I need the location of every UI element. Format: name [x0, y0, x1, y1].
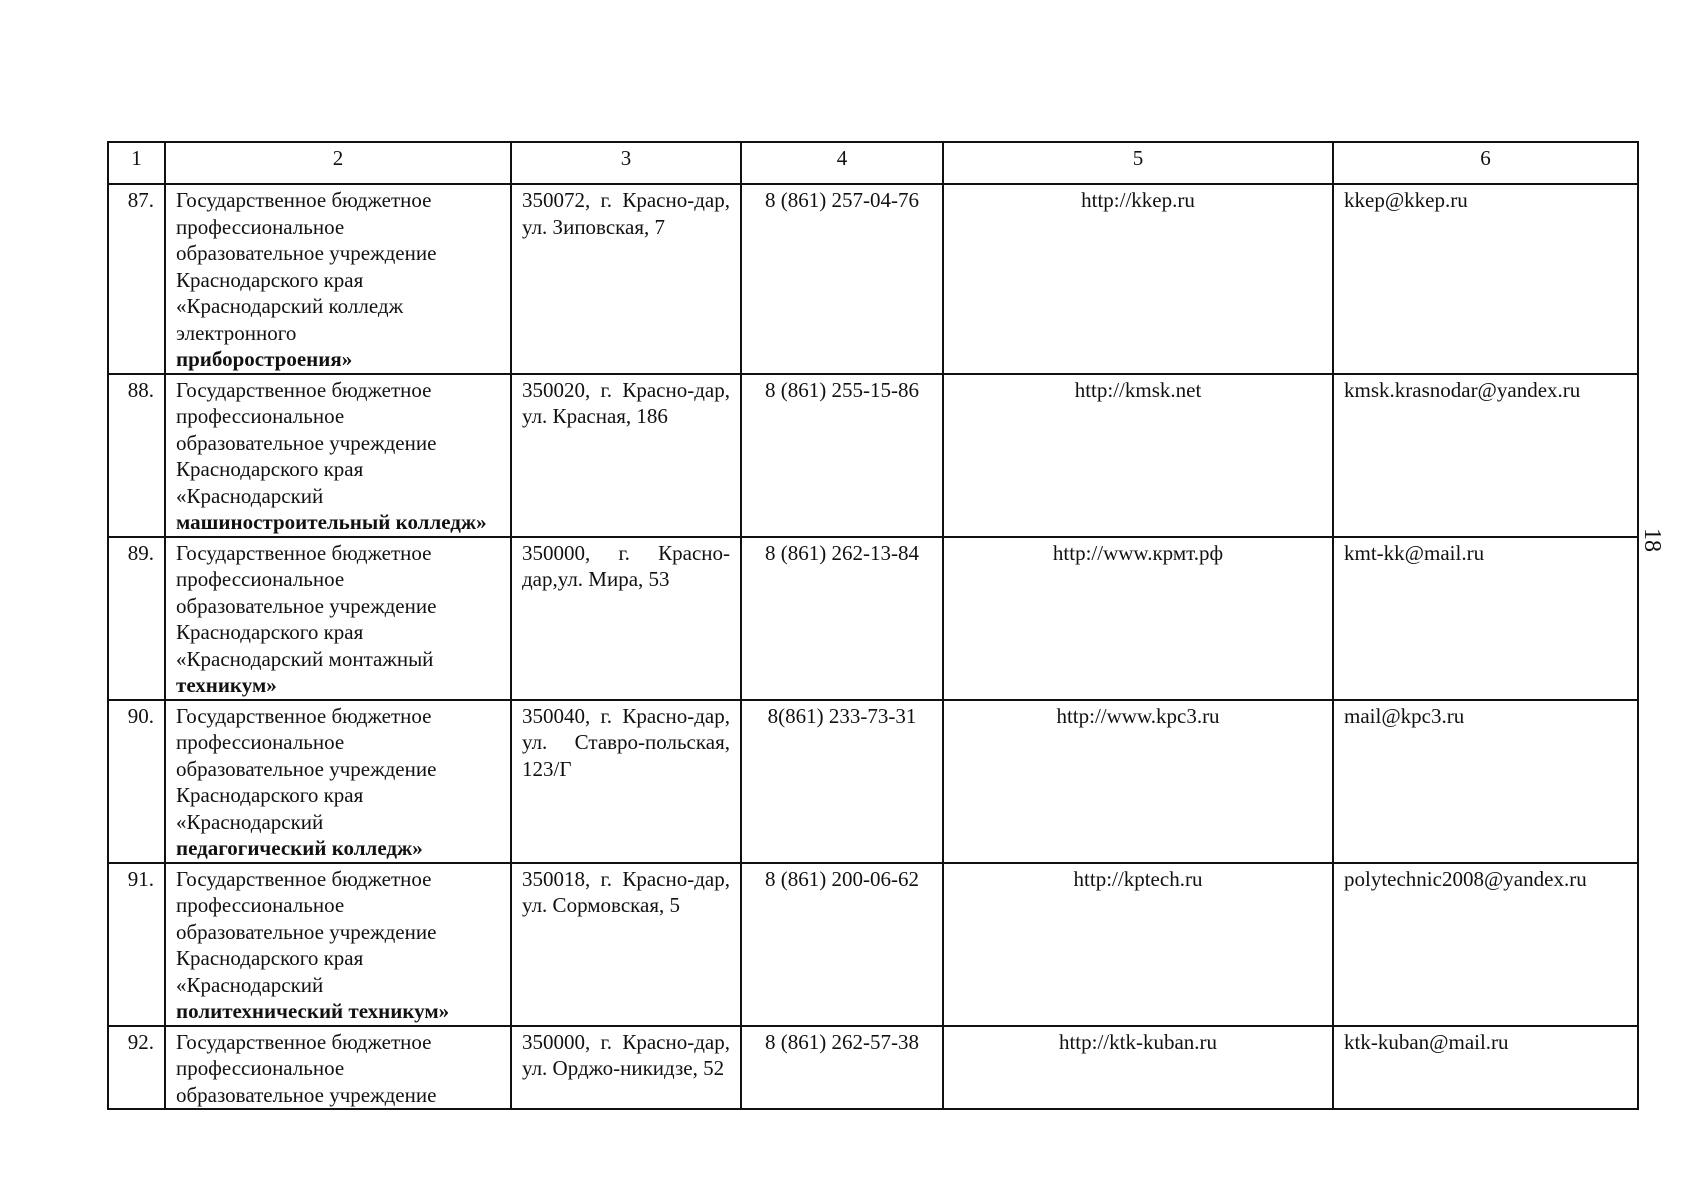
institution-address: 350018, г. Красно-дар, ул. Сормовская, 5 [511, 863, 741, 1026]
name-line: профессиональное [176, 404, 345, 428]
name-line: Государственное бюджетное [176, 540, 432, 565]
institution-site-link[interactable]: http://kptech.ru [943, 863, 1333, 1026]
row-number: 87. [108, 184, 165, 374]
table-header-row [108, 142, 1638, 184]
institution-name [165, 700, 511, 863]
institution-phone: 8 (861) 262-57-38 [741, 1026, 943, 1110]
column-header-phone: 4 [741, 142, 943, 184]
row-number: 92. [108, 1026, 165, 1110]
institution-address: 350000, г. Красно-дар, ул. Орджо-никидзе, 52 [511, 1026, 741, 1110]
name-line: политехнический техникум» [176, 999, 450, 1023]
institution-address: 350020, г. Красно-дар, ул. Красная, 186 [511, 374, 741, 537]
name-line: «Краснодарский монтажный [176, 646, 434, 671]
institution-phone: 8 (861) 257-04-76 [741, 184, 943, 374]
institution-name [165, 184, 511, 374]
name-line: образовательное учреждение [176, 241, 437, 265]
name-line: профессиональное [176, 214, 345, 239]
name-line: профессиональное [176, 730, 345, 754]
name-line: «Краснодарский [176, 483, 324, 508]
table-row [108, 1026, 1638, 1110]
name-line: «Краснодарский [176, 972, 324, 997]
column-header-number: 1 [108, 142, 165, 184]
institution-phone: 8 (861) 262-13-84 [741, 537, 943, 700]
institution-name [165, 374, 511, 537]
name-line: профессиональное [176, 893, 345, 917]
name-line: образовательное учреждение [176, 430, 437, 455]
institution-name [165, 537, 511, 700]
institution-site-link[interactable]: http://kkep.ru [943, 184, 1333, 374]
name-line: техникум» [176, 673, 277, 697]
name-line: профессиональное [176, 567, 345, 591]
institution-name [165, 863, 511, 1026]
name-line: образовательное учреждение [176, 919, 437, 944]
name-line: образовательное учреждение [176, 1082, 437, 1107]
name-line: профессиональное [176, 1056, 345, 1080]
row-number: 91. [108, 863, 165, 1026]
name-line: образовательное учреждение [176, 756, 437, 781]
table-row [108, 700, 1638, 863]
name-line: образовательное учреждение [176, 593, 437, 618]
row-number: 88. [108, 374, 165, 537]
institution-name [165, 1026, 511, 1110]
name-line: Государственное бюджетное [176, 703, 432, 728]
institution-phone: 8 (861) 255-15-86 [741, 374, 943, 537]
institution-site-link[interactable]: http://kmsk.net [943, 374, 1333, 537]
name-line: «Краснодарский [176, 809, 324, 834]
page-number: 18 [1639, 528, 1665, 552]
institution-email-link[interactable]: kkep@kkep.ru [1333, 184, 1638, 374]
table-row [108, 537, 1638, 700]
institution-email-link[interactable]: polytechnic2008@yandex.ru [1333, 863, 1638, 1026]
name-line: «Краснодарский колледж [176, 294, 404, 318]
name-line: Краснодарского края [176, 267, 364, 292]
row-number: 90. [108, 700, 165, 863]
institution-phone: 8 (861) 200-06-62 [741, 863, 943, 1026]
name-line: машиностроительный колледж» [176, 510, 487, 534]
institution-email-link[interactable]: kmt-kk@mail.ru [1333, 537, 1638, 700]
column-header-address: 3 [511, 142, 741, 184]
row-number: 89. [108, 537, 165, 700]
name-line: Государственное бюджетное [176, 377, 432, 402]
name-line: Краснодарского края [176, 783, 364, 807]
name-line: электронного [176, 320, 297, 345]
name-line: приборостроения» [176, 347, 353, 371]
institution-site-link[interactable]: http://www.kpc3.ru [943, 700, 1333, 863]
table-row [108, 863, 1638, 1026]
institutions-table [107, 141, 1639, 1110]
institution-phone: 8(861) 233-73-31 [741, 700, 943, 863]
institution-address: 350000, г. Красно-дар,ул. Мира, 53 [511, 537, 741, 700]
name-line: Государственное бюджетное [176, 1029, 432, 1054]
institution-address: 350072, г. Красно-дар, ул. Зиповская, 7 [511, 184, 741, 374]
name-line: Государственное бюджетное [176, 866, 432, 891]
table-row [108, 374, 1638, 537]
column-header-site: 5 [943, 142, 1333, 184]
institution-site-link[interactable]: http://www.крмт.рф [943, 537, 1333, 700]
name-line: Краснодарского края [176, 457, 364, 481]
name-line: Краснодарского края [176, 620, 364, 644]
name-line: Государственное бюджетное [176, 188, 432, 212]
name-line: педагогический колледж» [176, 836, 423, 860]
column-header-email: 6 [1333, 142, 1638, 184]
institution-site-link[interactable]: http://ktk-kuban.ru [943, 1026, 1333, 1110]
institution-address: 350040, г. Красно-дар, ул. Ставро-польская, 123/Г [511, 700, 741, 863]
name-line: Краснодарского края [176, 946, 364, 970]
institution-email-link[interactable]: mail@kpc3.ru [1333, 700, 1638, 863]
institution-email-link[interactable]: kmsk.krasnodar@yandex.ru [1333, 374, 1638, 537]
table-row [108, 184, 1638, 374]
institution-email-link[interactable]: ktk-kuban@mail.ru [1333, 1026, 1638, 1110]
column-header-name: 2 [165, 142, 511, 184]
